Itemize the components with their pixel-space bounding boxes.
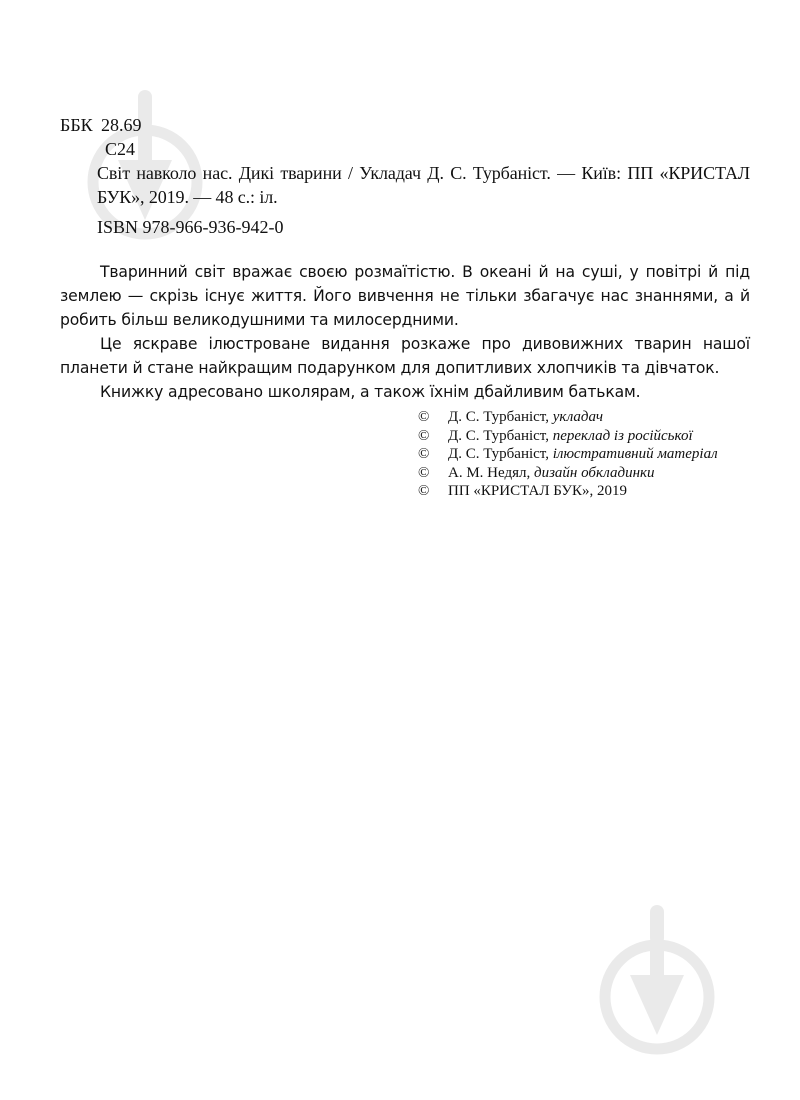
annotation xyxy=(60,260,750,404)
bibliographic-record xyxy=(60,113,750,239)
annotation-paragraph: Книжку адресовано школярам, а також їхнім дбайливим батькам. xyxy=(100,383,641,401)
copyright-line xyxy=(418,408,758,427)
copyright-sign: © xyxy=(418,427,430,444)
copyright-role: укладач xyxy=(552,409,603,425)
copyright-sign: © xyxy=(418,409,430,425)
copyright-holder: Д. С. Турбаніст, xyxy=(448,446,549,462)
copyright-holder: Д. С. Турбаніст, xyxy=(448,427,549,444)
copyright-block xyxy=(418,408,758,501)
copyright-holder: А. М. Недял, xyxy=(448,464,531,481)
annotation-paragraph: Це яскраве ілюстроване видання розкаже про дивовижних тварин нашої планети й стане найкращим подарунком для допитливих хлопчиків та дівчаток. xyxy=(60,335,750,377)
bibliographic-description: Світ навколо нас. Дикі тварини / Укладач Д. С. Турбаніст. — Київ: ПП «КРИСТАЛ БУК», 2019. — 48 с.: іл. xyxy=(97,163,750,207)
copyright-holder: ПП «КРИСТАЛ БУК», 2019 xyxy=(448,483,627,499)
isbn: ISBN 978-966-936-942-0 xyxy=(97,217,284,237)
bbk-code: 28.69 xyxy=(101,115,142,135)
copyright-role: дизайн обкладинки xyxy=(533,464,655,481)
copyright-line xyxy=(418,427,758,446)
copyright-holder: Д. С. Турбаніст, xyxy=(448,409,549,425)
copyright-sign: © xyxy=(418,464,430,481)
copyright-sign: © xyxy=(418,446,430,462)
copyright-line xyxy=(418,482,758,501)
copyright-line xyxy=(418,445,758,464)
bbk-label: ББК xyxy=(60,115,93,135)
author-mark: С24 xyxy=(105,139,136,159)
copyright-line xyxy=(418,464,758,483)
annotation-paragraph: Тваринний світ вражає своєю розмаїтістю. В океані й на суші, у повітрі й під землею — скрізь існує життя. Його вивчення не тільки збагачує нас знаннями, а й робить більш великодушними та милосердними. xyxy=(60,263,750,329)
copyright-role: ілюстративний матеріал xyxy=(552,446,718,462)
pencil-watermark-icon xyxy=(598,905,716,1055)
bbk-line xyxy=(60,113,750,137)
copyright-sign: © xyxy=(418,483,430,499)
copyright-role: переклад із російської xyxy=(552,427,693,444)
